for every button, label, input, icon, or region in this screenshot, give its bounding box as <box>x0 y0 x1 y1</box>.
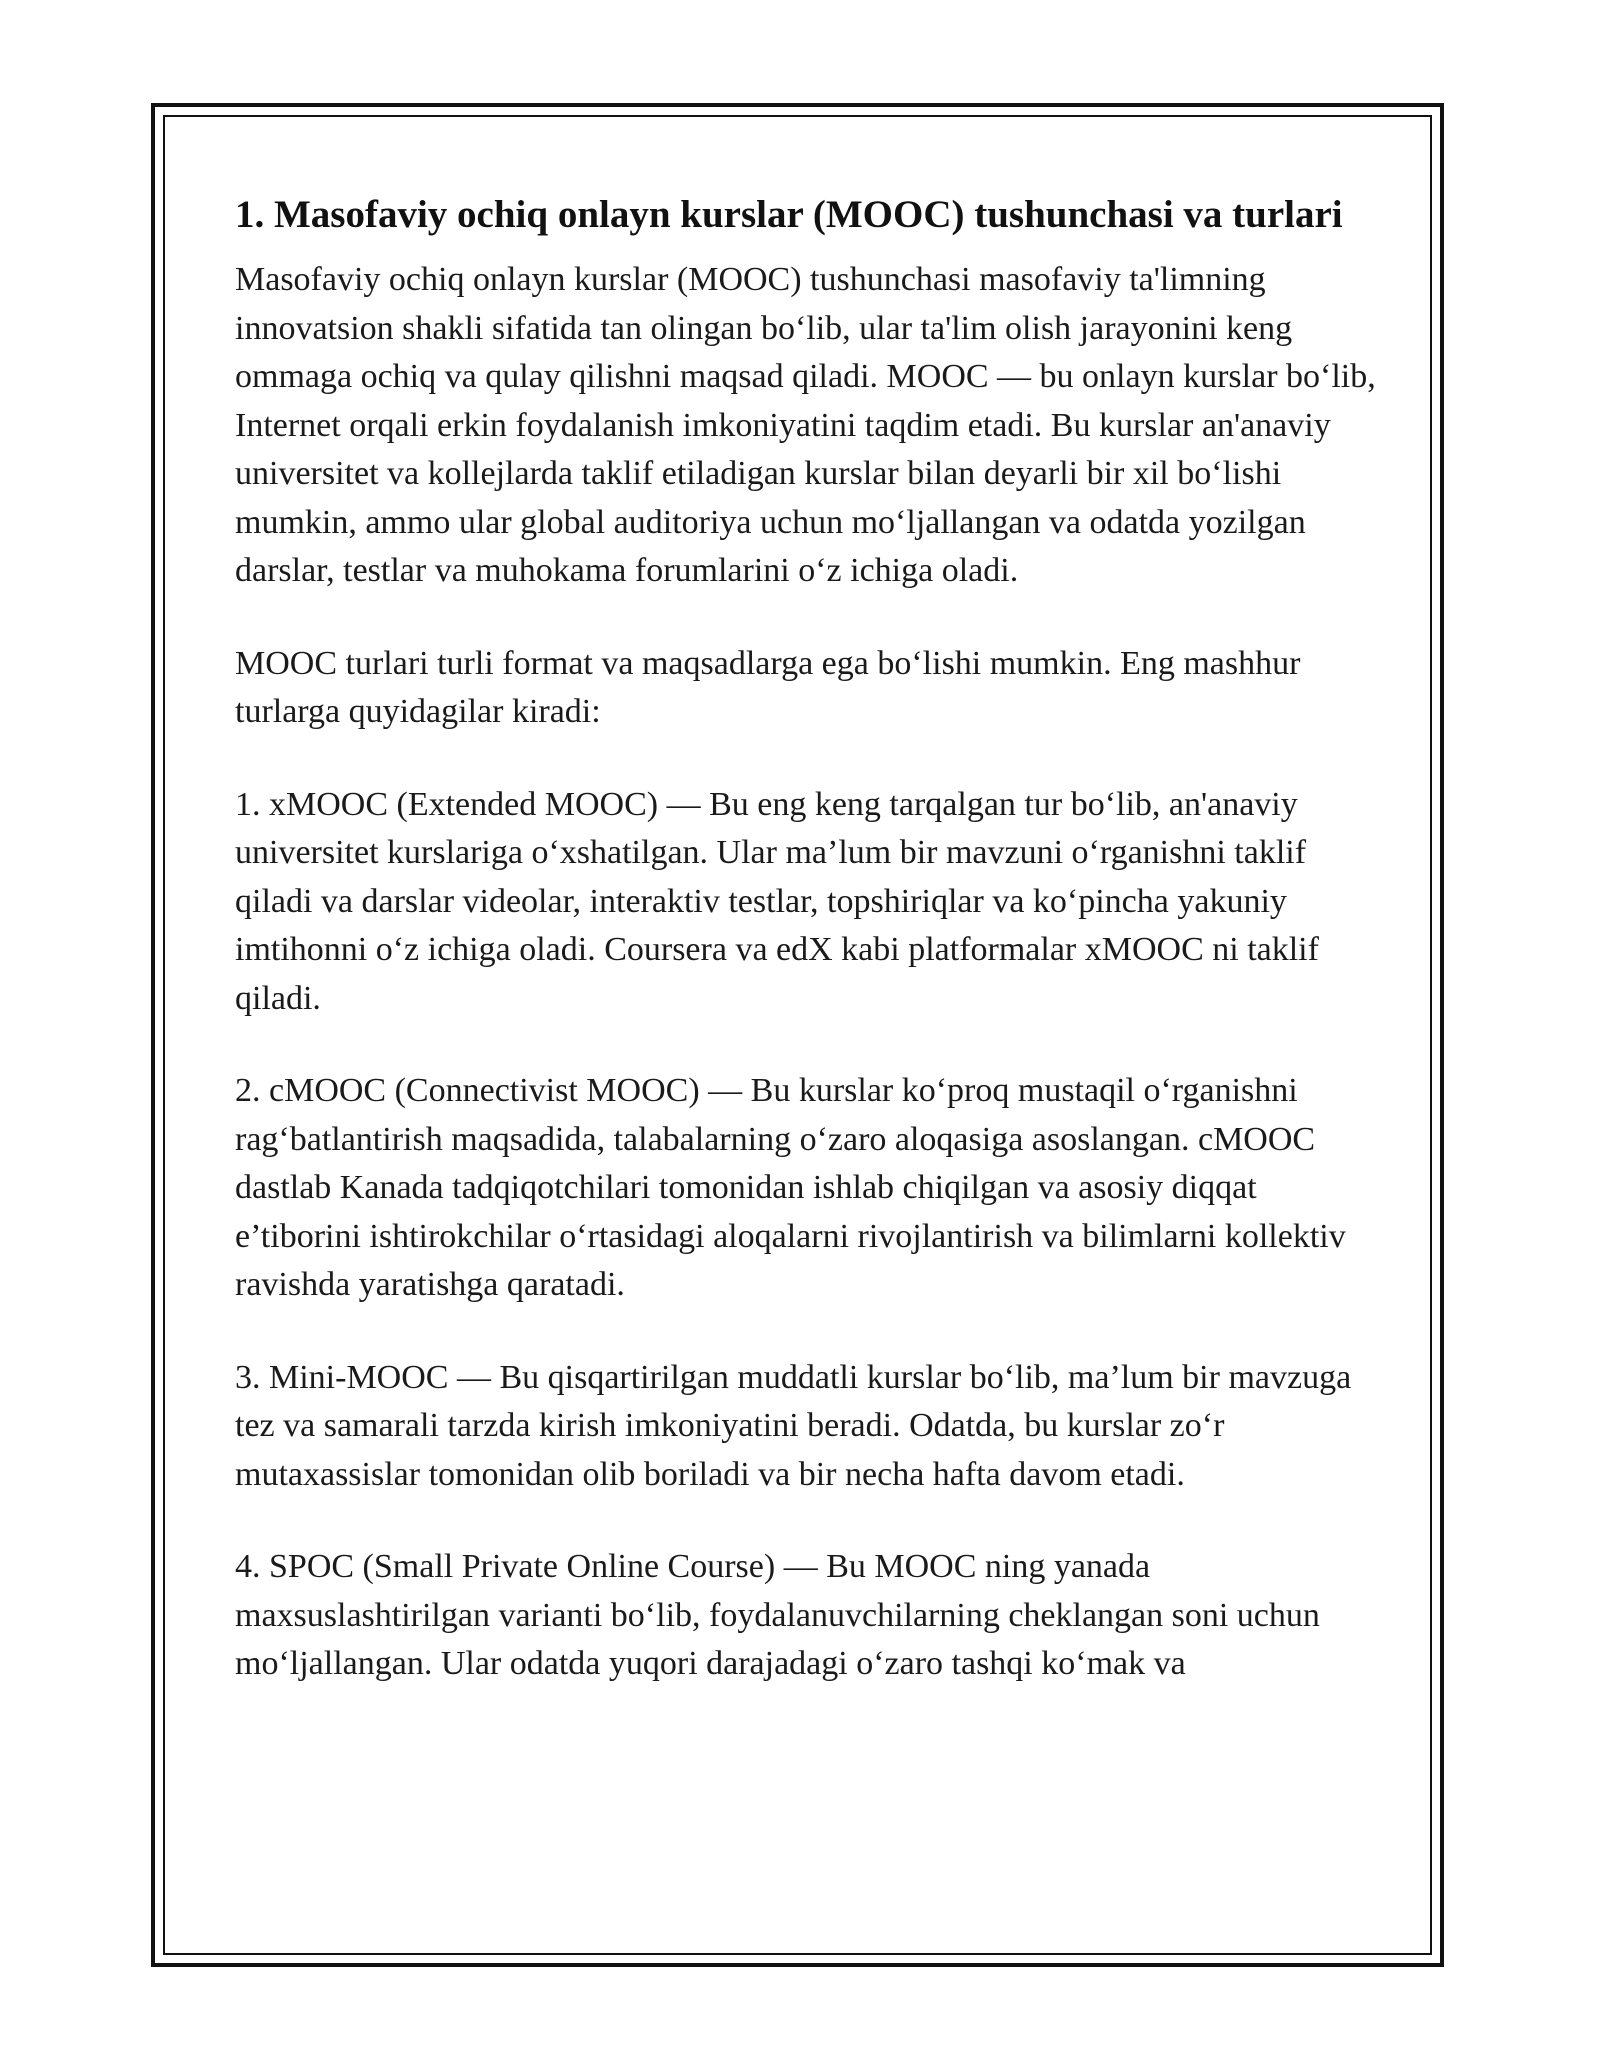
paragraph-intro: Masofaviy ochiq onlayn kurslar (MOOC) tushunchasi masofaviy ta'limning innovatsion shakli sifatida tan olingan bo‘lib, ular ta'lim olish jarayonini keng ommaga ochiq va qulay qilishni maqsad qiladi. MOOC — bu onlayn kurslar bo‘lib, Internet orqali erkin foydalanish imkoniyatini taqdim etadi. Bu kurslar an'anaviy universitet va kollejlarda taklif etiladigan kurslar bilan deyarli bir xil bo‘lishi mumkin, ammo ular global auditoriya uchun mo‘ljallangan va odatda yozilgan darslar, testlar va muhokama forumlarini o‘z ichiga oladi. <box>235 261 1376 589</box>
paragraph-types-intro: MOOC turlari turli format va maqsadlarga ega bo‘lishi mumkin. Eng mashhur turlarga quyidagilar kiradi: <box>235 644 1301 730</box>
paragraph-cmooc: 2. cMOOC (Connectivist MOOC) — Bu kurslar ko‘proq mustaqil o‘rganishni rag‘batlantirish maqsadida, talabalarning o‘zaro aloqasiga asoslangan. cMOOC dastlab Kanada tadqiqotchilari tomonidan ishlab chiqilgan va asosiy diqqat e’tiborini ishtirokchilar o‘rtasidagi aloqalarni rivojlantirish va bilimlarni kollektiv ravishda yaratishga qaratadi. <box>235 1072 1346 1303</box>
section-heading: 1. Masofaviy ochiq onlayn kurslar (MOOC) tushunchasi va turlari <box>235 193 1343 236</box>
paragraph-mini-mooc: 3. Mini-MOOC — Bu qisqartirilgan muddatli kurslar bo‘lib, ma’lum bir mavzuga tez va samarali tarzda kirish imkoniyatini beradi. Odatda, bu kurslar zo‘r mutaxassislar tomonidan olib boriladi va bir necha hafta davom etadi. <box>235 1358 1352 1493</box>
paragraph-spoc: 4. SPOC (Small Private Online Course) — Bu MOOC ning yanada maxsuslashtirilgan varianti bo‘lib, foydalanuvchilarning cheklangan soni uchun mo‘ljallangan. Ular odatda yuqori darajadagi o‘zaro tashqi ko‘mak va <box>235 1548 1320 1682</box>
document-body <box>235 187 1385 1733</box>
paragraph-xmooc: 1. xMOOC (Extended MOOC) — Bu eng keng tarqalgan tur bo‘lib, an'anaviy universitet kurslariga o‘xshatilgan. Ular ma’lum bir mavzuni o‘rganishni taklif qiladi va darslar videolar, interaktiv testlar, topshiriqlar va ko‘pincha yakuniy imtihonni o‘z ichiga oladi. Coursera va edX kabi platformalar xMOOC ni taklif qiladi. <box>235 785 1319 1017</box>
